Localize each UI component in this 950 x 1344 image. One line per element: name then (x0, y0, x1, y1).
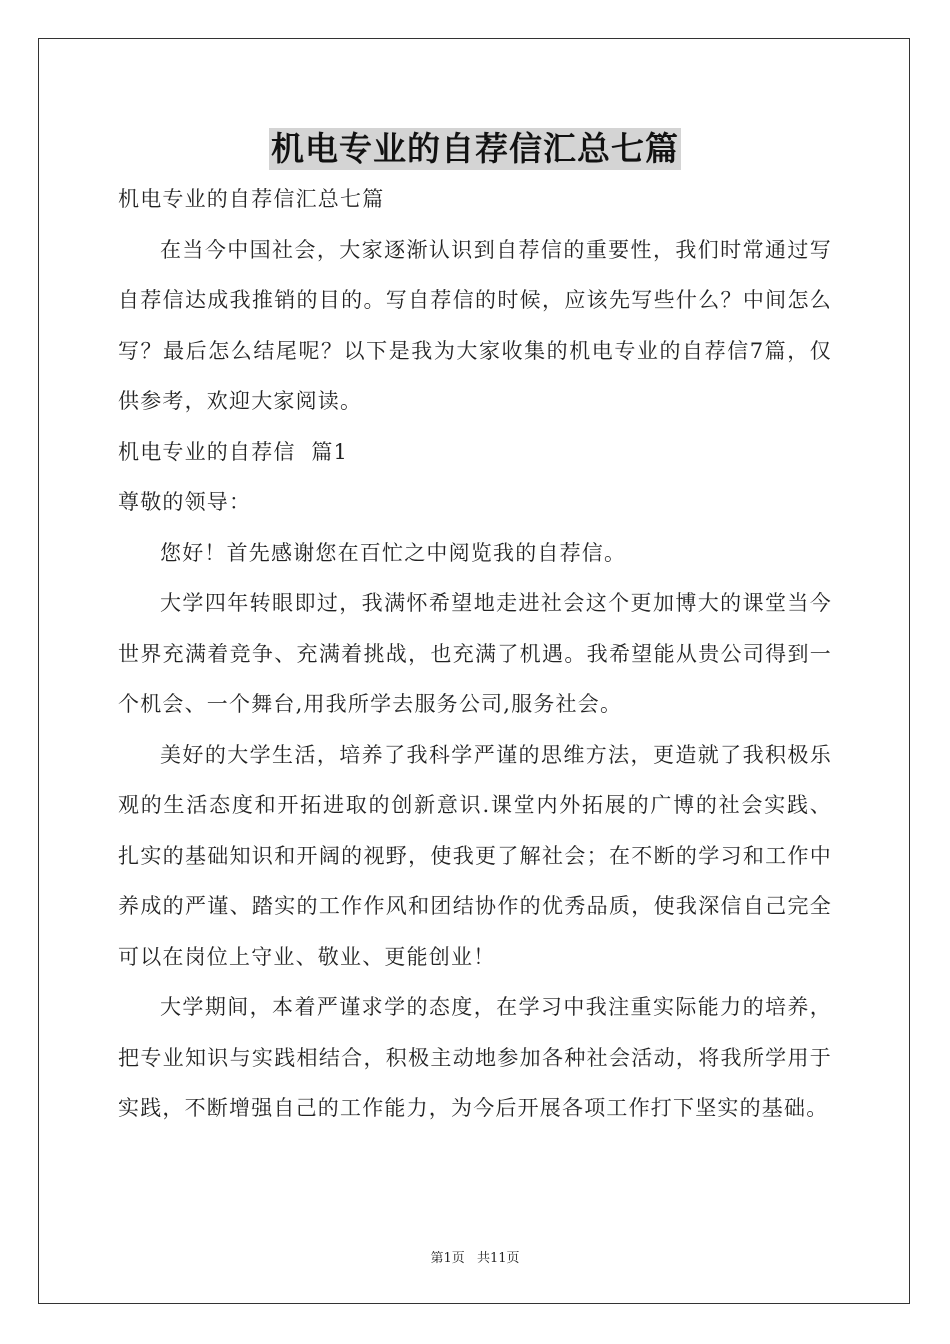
page-number: 第1页 (430, 1251, 465, 1266)
section-heading: 机电专业的自荐信 篇1 (118, 439, 349, 464)
document-title: 机电专业的自荐信汇总七篇 (271, 129, 679, 168)
document-body (118, 174, 832, 1134)
title-container (0, 128, 950, 170)
paragraph: 在当今中国社会，大家逐渐认识到自荐信的重要性，我们时常通过写自荐信达成我推销的目的。写自荐信的时候，应该先写些什么？中间怎么写？最后怎么结尾呢？以下是我为大家收集的机电专业的自荐信7篇，仅供参考，欢迎大家阅读。 (118, 237, 832, 413)
page-footer (0, 1247, 950, 1266)
paragraph: 您好！首先感谢您在百忙之中阅览我的自荐信。 (160, 540, 627, 565)
paragraph: 大学期间，本着严谨求学的态度，在学习中我注重实际能力的培养，把专业知识与实践相结合，积极主动地参加各种社会活动，将我所学用于实践，不断增强自己的工作能力，为今后开展各项工作打下坚实的基础。 (118, 995, 832, 1120)
paragraph: 大学四年转眼即过，我满怀希望地走进社会这个更加博大的课堂当今世界充满着竞争、充满着挑战，也充满了机遇。我希望能从贵公司得到一个机会、一个舞台,用我所学去服务公司,服务社会。 (118, 591, 832, 716)
salutation: 尊敬的领导： (118, 490, 252, 514)
paragraph: 机电专业的自荐信汇总七篇 (118, 187, 385, 211)
page-total: 共11页 (476, 1251, 520, 1266)
paragraph: 美好的大学生活，培养了我科学严谨的思维方法，更造就了我积极乐观的生活态度和开拓进取的创新意识.课堂内外拓展的广博的社会实践、扎实的基础知识和开阔的视野，使我更了解社会；在不断的学习和工作中养成的严谨、踏实的工作作风和团结协作的优秀品质，使我深信自己完全可以在岗位上守业、敬业、更能创业！ (118, 742, 832, 969)
